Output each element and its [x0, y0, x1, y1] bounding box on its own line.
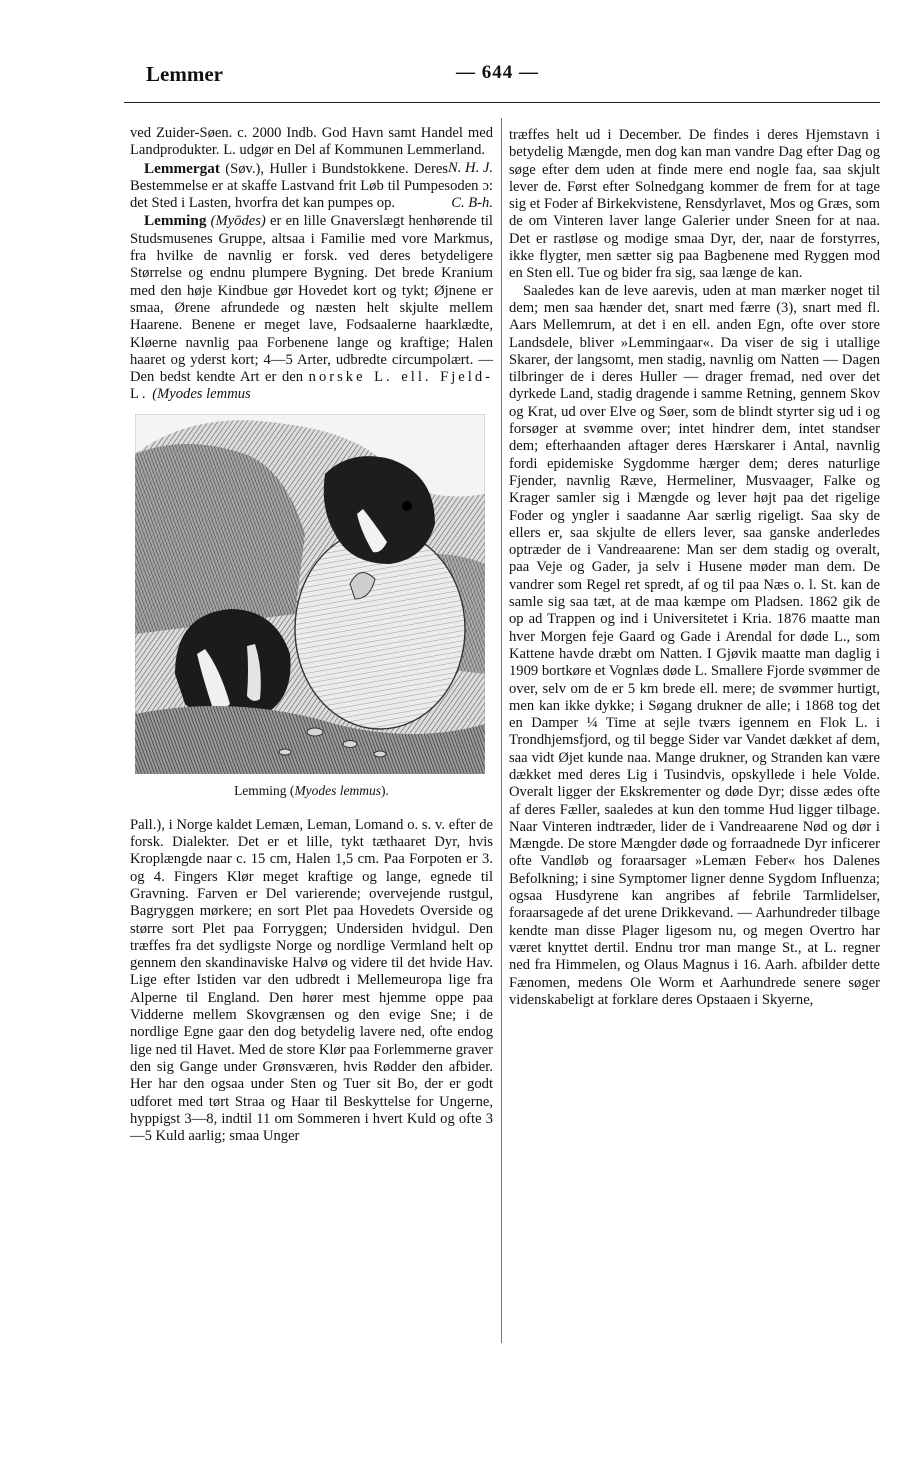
lemming-illustration [135, 414, 485, 774]
column-divider [501, 118, 502, 1343]
running-head-word: Lemmer [146, 62, 223, 86]
author-signature: C. B-h. [451, 195, 493, 212]
entry-text: er en lille Gnaverslægt henhørende til Studsmusenes Gruppe, altsaa i Familie med vore Markmus, fra hvilke de navnlig er forsk. ved deres betydeligere Størrelse og endnu plumpere Bygning. Det brede Kranium med den høje Kindbue gør Hovedet kort og tykt; Øjnene er smaa, Ørene afrundede og næsten helt skjulte mellem Haarene. Benene er meget lave, Fodsaalerne haarklædte, Kløerne navnlig paa Forbenene lange og kraftige; Halen haaret og yderst kort; 4—5 Arter, udbredte circumpolært. — Den bedst kendte Art er den [130, 213, 493, 386]
figure-caption [130, 782, 493, 799]
right-paragraph-1: træffes helt ud i December. De findes i deres Hjemstavn i betydelig Mængde, men dog kan man vandre Dag efter Dag og søge efter dem uden at finde mere end nogle faa, saa skjult lever de. Først efter Solnedgang kommer de frem for at tage sig et Foder af Birkekvistene, Rensdyrlavet, Mos og Græs, som de om Vinteren laver lange Galerier under Sneen for at naa. Det er rastløse og modige smaa Dyr, der, naar de forstyrres, ikke flygter, men sætter sig paa Bagbenene med Ryggen mod en Sten ell. Tue og bider fra sig, saa længe de kan. [509, 127, 880, 282]
entry-text: (Søv.), Huller i Bundstokkene. Deres Bestemmelse er at skaffe Lastvand frit Løb til Pumpesoden ɔ: det Sted i Lasten, hvorfra det kan pumpes op. [130, 160, 493, 212]
species-name: (Myodes lemmus [152, 386, 251, 403]
entry-headword: Lemming [144, 212, 207, 230]
entry-headword: Lemmergat [144, 159, 220, 177]
entry-lemming [130, 212, 493, 403]
page-header [146, 62, 880, 92]
page-number: — 644 — [456, 62, 539, 83]
genus-name: (Myōdes) [210, 213, 266, 230]
lemming-figure [130, 414, 493, 817]
spaced-term: norske L. ell. Fjeld-L. [130, 369, 493, 403]
entry-text: ved Zuider-Søen. c. 2000 Indb. God Havn samt Handel med Landprodukter. L. udgør en Del af Kommunen Lemmerland. [130, 125, 493, 159]
caption-text: Lemming ( [234, 782, 295, 798]
author-signature: N. H. J. [448, 159, 493, 176]
header-rule [124, 102, 880, 103]
entry-lemming-continued: Pall.), i Norge kaldet Lemæn, Leman, Lomand o. s. v. efter de forsk. Dialekter. Det er et lille, tykt tæthaaret Dyr, hvis Kroplængde naar c. 15 cm, Halen 1,5 cm. Paa Forpoten er 3. og 4. Fingers Klør meget kraftige og lange, egnede til Gravning. Farven er Del varierende; overvejende rustgul, Bagryggen mørkere; en sort Plet paa Hovedets Overside og større sort Plet paa Forryggen; Undersiden hvidgul. Den træffes fra det sydligste Norge og nordlige Vermland helt op gennem den skandinaviske Halvø og videre til det hvide Hav. Lige efter Istiden var den udbredt i Mellemeuropa lige fra Alperne til England. Den hører mest hjemme oppe paa Vidderne mellem Skovgrænsen og den evige Sne; i de nordlige Egne gaar den dog betydelig lavere ned, ofte endog lige ned til Havet. Med de store Klør paa Forlemmerne graver den sig Gange under Grønsværen, hvis Rødder den afbider. Her har den ogsaa under Sten og Tuer sit Bo, der er godt udforet med tørt Straa og Haar til Beskyttelse for Ungerne, hyppigst 3—8, indtil 11 om Sommeren i hvert Kuld og ofte 3—5 Kuld aarlig; smaa Unger [130, 816, 493, 1145]
caption-species: Myodes lemmus [294, 782, 382, 798]
entry-lemmergat [130, 160, 493, 213]
left-column [130, 125, 493, 1145]
caption-text-end: ). [381, 782, 389, 798]
right-column [509, 127, 880, 1009]
right-paragraph-2: Saaledes kan de leve aarevis, uden at man mærker noget til dem; men saa hænder det, snart med færre (3), snart med fl. Aars Mellemrum, at det i en ell. anden Egn, ofte over store Landsdele, bliver »Lemmingaar«. Da viser de sig i utallige Skarer, der langsomt, men stadig, navnlig om Natten — Dagen tilbringer de i deres Huller — drager fremad, ned over det dyrkede Land, stadig dragende i samme Retning, gennem Skov og Krat, ud over Elve og Søer, som de blindt styrter sig ud i og forsøger at svømme over; intet hindrer dem, intet standser dem; efterhaanden aftager deres Hærskarer i Antal, navnlig fordi epidemiske Sygdomme hærger dem; deres naturlige Fjender, navnlig Ræve, Hermeliner, Musvaager, Falke og Krager samler sig i Mængde og lever højt paa det rigelige Foder og yngler i saadanne Aar særlig rigeligt. Saa sky de ellers er, saa skjulte de ellers lever, saa ganske anderledes optræder de i Vandreaarene: Man ser dem stadig og overalt, paa Veje og Gader, ja selv i Husene møder man dem. De vandrer som Regel ret spredt, af og til paa Næs o. l. St. kan de samle sig saa tæt, at de maa kæmpe om Pladsen. 1862 gik de op ad Trappen og ind i Universitetet i Kria. 1876 maatte man hver Morgen feje Gaard og Gade i Arendal for døde L., som Kattene havde dræbt om Natten. I Gjøvik maatte man daglig i 1909 bortkøre et Vognlæs døde L. Smallere Fjorde svømmer de over, selv om de er 5 km brede ell. mere; de svømmer hurtigt, men kan ikke dykke; i Søgang drukner de alle; i 1868 tog det en Damper ¼ Time at sejle tværs igennem en Flok L. i Trondhjemsfjord, og til begge Sider var Vandet dækket af dem, saa vidt Øjet kunde naa. Mange drukner, og Stranden kan være dækket med deres Lig i Tusindvis, opskyllede i hele Volde. Overalt ligger der Ekskrementer og døde Dyr; disse ædes ofte af deres Fæller, saaledes at kun den tomme Hud ligger tilbage. Naar Vinteren indtræder, lider de i Vandreaarene Nød og dør i Mængde. De store Mængder døde og forraadnede Dyr inficerer ofte Vandløb og foraarsager »Lemæn Feber« hos Dalenes Befolkning; i sine Symptomer ligner denne Sygdom Influenza; ogsaa Husdyrene kan angribes af febrile Tarmlidelser, foraarsagede af det urene Drikkevand. — Aarhundreder tilbage kendte man disse Plager ligesom nu, og megen Overtro har været knyttet dertil. Endnu tror man mange St., at L. regner ned fra Himmelen, og Olaus Magnus i 16. Aarh. afbilder dette Fænomen, medens Ole Worm et Aarhundrede senere søger videnskabeligt at forklare deres Opstaaen i Skyerne, [509, 282, 880, 1008]
